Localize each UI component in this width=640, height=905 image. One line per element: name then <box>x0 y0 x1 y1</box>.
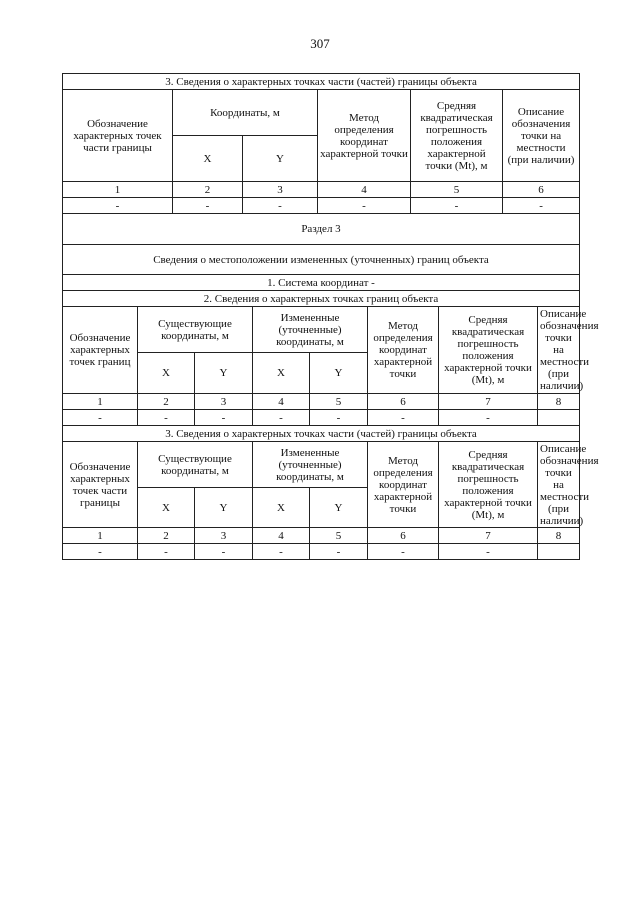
header-x: X <box>253 488 310 528</box>
table-cell: - <box>63 544 138 560</box>
column-number: 6 <box>368 528 439 544</box>
header-changed-coordinates: Измененные (уточненные) координаты, м <box>253 442 368 488</box>
column-number: 5 <box>411 182 503 198</box>
column-number: 3 <box>243 182 318 198</box>
header-coordinates: Координаты, м <box>173 90 318 136</box>
column-number: 3 <box>195 528 253 544</box>
column-number: 8 <box>538 528 580 544</box>
header-designation: Обозначение характерных точек границ <box>63 307 138 394</box>
header-description: Описание обозначения точки на местности (при наличии) <box>503 90 580 182</box>
header-x: X <box>253 353 310 394</box>
table-row <box>63 182 580 198</box>
table-cell: - <box>253 544 310 560</box>
table-cell: - <box>138 410 195 426</box>
column-number: 8 <box>538 394 580 410</box>
section-subtitle: Сведения о местоположении измененных (уточненных) границ объекта <box>63 245 580 275</box>
header-y: Y <box>195 488 253 528</box>
column-number: 4 <box>318 182 411 198</box>
header-existing-coordinates: Существующие координаты, м <box>138 307 253 353</box>
table-row <box>63 544 580 560</box>
table-cell: - <box>195 544 253 560</box>
header-description: Описание обозначения точки на местности (при наличии) <box>538 307 580 394</box>
column-number: 1 <box>63 528 138 544</box>
column-number: 1 <box>63 394 138 410</box>
column-number: 1 <box>63 182 173 198</box>
table-cell <box>538 544 580 560</box>
table-cell: - <box>63 198 173 214</box>
table-row <box>63 198 580 214</box>
column-number: 6 <box>503 182 580 198</box>
section-label: Раздел 3 <box>63 214 580 245</box>
header-y: Y <box>310 488 368 528</box>
table-cell: - <box>173 198 243 214</box>
table-cell <box>538 410 580 426</box>
header-error: Средняя квадратическая погрешность положения характерной точки (Mt), м <box>411 90 503 182</box>
table-cell: - <box>195 410 253 426</box>
table-row <box>63 394 580 410</box>
table-cell: - <box>138 544 195 560</box>
header-y: Y <box>195 353 253 394</box>
column-number: 4 <box>253 394 310 410</box>
table-title: 2. Сведения о характерных точках границ объекта <box>63 291 580 307</box>
page-number: 307 <box>310 36 330 51</box>
coordinate-system: 1. Система координат - <box>63 275 580 291</box>
header-method: Метод определения координат характерной точки <box>368 307 439 394</box>
header-description: Описание обозначения точки на местности (при наличии) <box>538 442 580 528</box>
header-designation: Обозначение характерных точек части границы <box>63 90 173 182</box>
header-x: X <box>138 488 195 528</box>
column-number: 3 <box>195 394 253 410</box>
header-error: Средняя квадратическая погрешность положения характерной точки (Mt), м <box>439 307 538 394</box>
column-number: 5 <box>310 528 368 544</box>
table-cell: - <box>318 198 411 214</box>
header-method: Метод определения координат характерной точки <box>318 90 411 182</box>
header-method: Метод определения координат характерной точки <box>368 442 439 528</box>
column-number: 2 <box>138 394 195 410</box>
table-cell: - <box>439 544 538 560</box>
table-cell: - <box>310 410 368 426</box>
header-changed-coordinates: Измененные (уточненные) координаты, м <box>253 307 368 353</box>
column-number: 2 <box>173 182 243 198</box>
table-title: 3. Сведения о характерных точках части (частей) границы объекта <box>63 74 580 90</box>
column-number: 5 <box>310 394 368 410</box>
header-y: Y <box>310 353 368 394</box>
table-cell: - <box>368 544 439 560</box>
header-existing-coordinates: Существующие координаты, м <box>138 442 253 488</box>
table-cell: - <box>243 198 318 214</box>
table-cell: - <box>439 410 538 426</box>
column-number: 7 <box>439 528 538 544</box>
header-error: Средняя квадратическая погрешность положения характерной точки (Mt), м <box>439 442 538 528</box>
changed-boundaries-table <box>62 213 599 560</box>
column-number: 7 <box>439 394 538 410</box>
table-row <box>63 528 580 544</box>
header-x: X <box>138 353 195 394</box>
table-cell: - <box>253 410 310 426</box>
column-number: 4 <box>253 528 310 544</box>
header-x: X <box>173 136 243 182</box>
table-cell: - <box>63 410 138 426</box>
table-title: 3. Сведения о характерных точках части (частей) границы объекта <box>63 426 580 442</box>
column-number: 6 <box>368 394 439 410</box>
header-y: Y <box>243 136 318 182</box>
table-row <box>63 410 580 426</box>
table-cell: - <box>368 410 439 426</box>
column-number: 2 <box>138 528 195 544</box>
part-boundary-points-table <box>62 73 580 214</box>
table-cell: - <box>310 544 368 560</box>
header-designation: Обозначение характерных точек части границы <box>63 442 138 528</box>
table-cell: - <box>503 198 580 214</box>
table-cell: - <box>411 198 503 214</box>
